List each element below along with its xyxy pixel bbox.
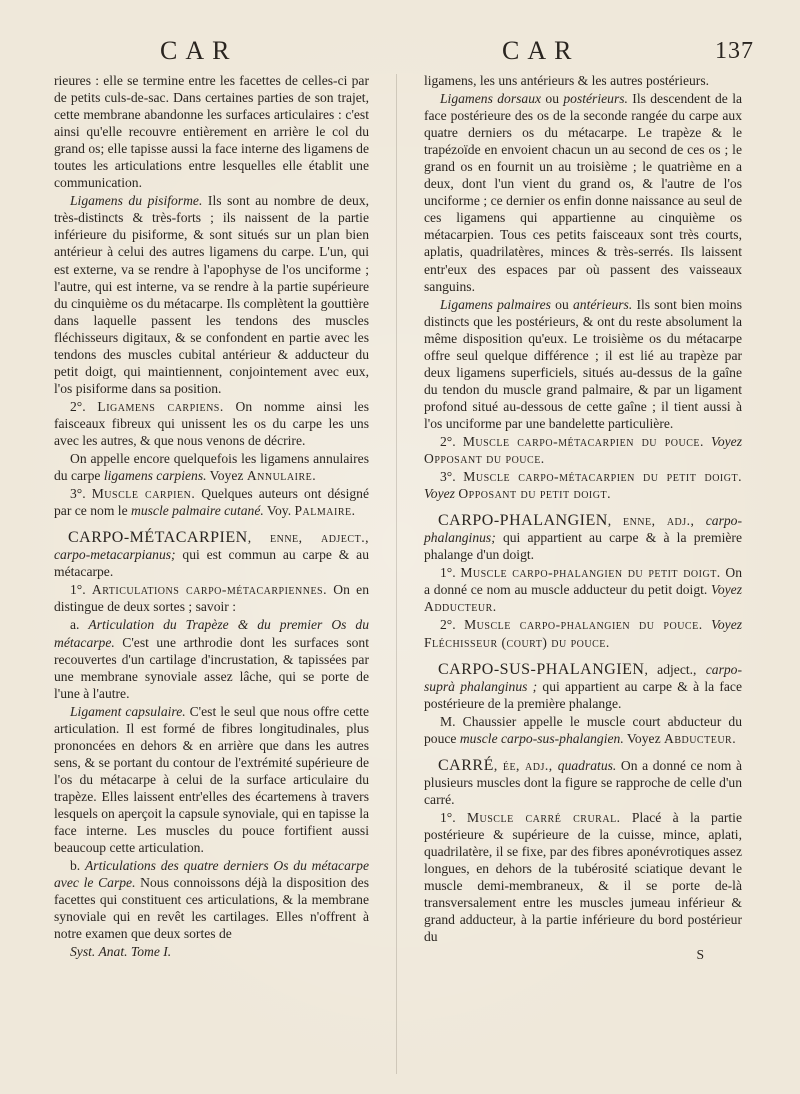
paragraph: On appelle encore quelquefois les ligamens annulaires du carpe ligamens carpiens. Voyez Annulaire. (54, 451, 369, 484)
entry-headword: CARPO-PHALANGIEN (438, 512, 608, 530)
left-column (54, 72, 369, 961)
paragraph: Ligamens palmaires ou antérieurs. Ils sont bien moins distincts que les postérieurs, & ont du reste absolument la même disposition qu'eux. Le troisième os du métacarpe offre seul quelque différence ; il est lié au trapèze par deux ligamens superficiels, situés au-dessus de la gaîne du tendon du muscle grand palmaire, & par un ligament profond situé au-dessous de cette gaîne ; il tient aussi à l'os unciforme par une bandelette particulière. (424, 296, 742, 431)
paragraph: 3°. Muscle carpo-métacarpien du petit doigt. Voyez Opposant du petit doigt. (424, 469, 742, 502)
paragraph: ligamens, les uns antérieurs & les autres postérieurs. (424, 73, 710, 88)
paragraph: a. Articulation du Trapèze & du premier Os du métacarpe. C'est une arthrodie dont les surfaces sont recouvertes d'un cartilage d'incrustation, & tapissées par une membrane synoviale assez lâche, qui se porte de l'une à l'autre. (54, 617, 369, 701)
dictionary-entry: CARPO-MÉTACARPIEN, enne, adject., carpo-metacarpianus; qui est commun au carpe & au métacarpe. (54, 529, 369, 580)
entry-headword: CARPO-SUS-PHALANGIEN (438, 660, 645, 678)
entry-headword: CARRÉ (438, 756, 494, 774)
entry-headword: CARPO-MÉTACARPIEN (68, 529, 248, 547)
signature-mark: S (696, 947, 704, 963)
right-column (424, 72, 742, 964)
paragraph: 1°. Muscle carpo-phalangien du petit doigt. On a donné ce nom au muscle adducteur du petit doigt. Voyez Adducteur. (424, 565, 742, 615)
paragraph: rieures : elle se termine entre les facettes de celles-ci par de petits culs-de-sac. Dans certaines parties de son trajet, cette membrane abandonne les surfaces articulaires : c'est ainsi qu'elle recouvre entièrement en arrière le col du grand os; elle tapisse aussi la face interne des ligamens de toutes les articulations entre lesquelles elle établit une communication. (54, 73, 369, 191)
volume-footer: Syst. Anat. Tome I. (70, 944, 172, 960)
header-right-word: CAR (502, 36, 580, 65)
paragraph: 3°. Muscle carpien. Quelques auteurs ont désigné par ce nom le muscle palmaire cutané. Voy. Palmaire. (54, 486, 369, 519)
paragraph: Ligamens dorsaux ou postérieurs. Ils descendent de la face postérieure des os de la seconde rangée du carpe aux quatre derniers os du métacarpe. Le trapèze & le trapézoïde en envoient chacun un au second de ces os ; le grand os en fournit un au troisième ; le quatrième en a deux, dont l'un vient du grand os, & l'autre de l'os unciforme ; ce dernier os enfin donne naissance au seul de ces ligamens qui appartienne au cinquième os métacarpien. Tous ces petits faisceaux sont très courts, aplatis, quadrilatères, minces & très-serrés. Ils laissent entr'eux des espaces par où passent des vaisseaux sanguins. (424, 91, 743, 294)
paragraph: b. Articulations des quatre derniers Os du métacarpe avec le Carpe. Nous connoissons déjà la disposition des facettes qui constituent ces articulations, & la membrane synoviale qui en revêt les cartilages. Elles n'offrent à notre examen que deux sortes de (54, 858, 370, 942)
cross-reference-link: Opposant du pouce. (424, 451, 545, 467)
running-header (0, 36, 800, 70)
cross-reference-link: Fléchisseur (court) du pouce. (424, 634, 610, 650)
cross-reference-link: Abducteur. (664, 730, 737, 746)
cross-reference-link: Adducteur. (424, 599, 497, 615)
dictionary-entry: CARPO-PHALANGIEN, enne, adj., carpo-phalanginus; qui appartient au carpe & à la première phalange d'un doigt. (424, 512, 742, 563)
dictionary-entry: CARPO-SUS-PHALANGIEN, adject., carpo-suprà phalanginus ; qui appartient au carpe & à la face postérieure de la première phalange. (424, 660, 742, 711)
paragraph: 2°. Ligamens carpiens. On nomme ainsi les faisceaux fibreux qui unissent les os du carpe les uns avec les autres, & que nous venons de décrire. (54, 398, 369, 448)
cross-reference-link: Palmaire. (294, 503, 356, 519)
paragraph: 1°. Articulations carpo-métacarpiennes. On en distingue de deux sortes ; savoir : (54, 582, 369, 615)
paragraph: 2°. Muscle carpo-métacarpien du pouce. Voyez Opposant du pouce. (424, 433, 742, 467)
paragraph: Ligamens du pisiforme. Ils sont au nombre de deux, très-distincts & très-forts ; ils naissent de la partie inférieure du pisiforme, & sont situés sur un plan bien antérieur à celui des autres ligamens du carpe. L'un, qui est externe, va se rendre à l'apophyse de l'os unciforme ; l'autre, qui est interne, va se rendre à la partie supérieure du cinquième os du métacarpe. Ils complètent la gouttière dans laquelle passent les tendons des muscles fléchisseurs digitaux, & se confondent en partie avec les tendons des muscles cubital antérieur & adducteur du petit doigt, qui maintiennent, conjointement avec eux, l'os pisiforme dans sa position. (54, 193, 370, 396)
column-divider (396, 74, 397, 1074)
cross-reference-link: Opposant du petit doigt. (458, 486, 611, 502)
page-number: 137 (715, 38, 754, 64)
cross-reference-link: Annulaire. (246, 468, 317, 484)
paragraph: 2°. Muscle carpo-phalangien du pouce. Voyez Fléchisseur (court) du pouce. (424, 617, 743, 650)
paragraph: Ligament capsulaire. C'est le seul que nous offre cette articulation. Il est formé de fibres longitudinales, plus prononcées en dehors & en arrière que dans les autres sens, & se portant du contour de l'extrémité supérieure de l'os du métacarpe à celui de la surface articulaire du trapèze. Elles laissent entr'elles des écartemens à travers lesquels on aperçoit la capsule synoviale, qui en tapisse la face interne. Les muscles du pouce fortifient aussi beaucoup cette articulation. (54, 703, 369, 856)
dictionary-entry: CARRÉ, ée, adj., quadratus. On a donné ce nom à plusieurs muscles dont la figure se rapproche de celle d'un carré. (424, 756, 742, 807)
paragraph: M. Chaussier appelle le muscle court abducteur du pouce muscle carpo-sus-phalangien. Voyez Abducteur. (424, 713, 742, 746)
paragraph: 1°. Muscle carré crural. Placé à la partie postérieure & supérieure de la cuisse, mince, aplati, quadrilatère, il se fixe, par des fibres aponévrotiques assez longues, en dehors de la tubérosité sciatique devant le muscle demi-membraneux, & il se porte de-là transversalement entre les muscles jumeau inférieur & grand adducteur, à la partie inférieure du bord postérieur du (424, 809, 742, 945)
header-left-word: CAR (160, 36, 238, 65)
